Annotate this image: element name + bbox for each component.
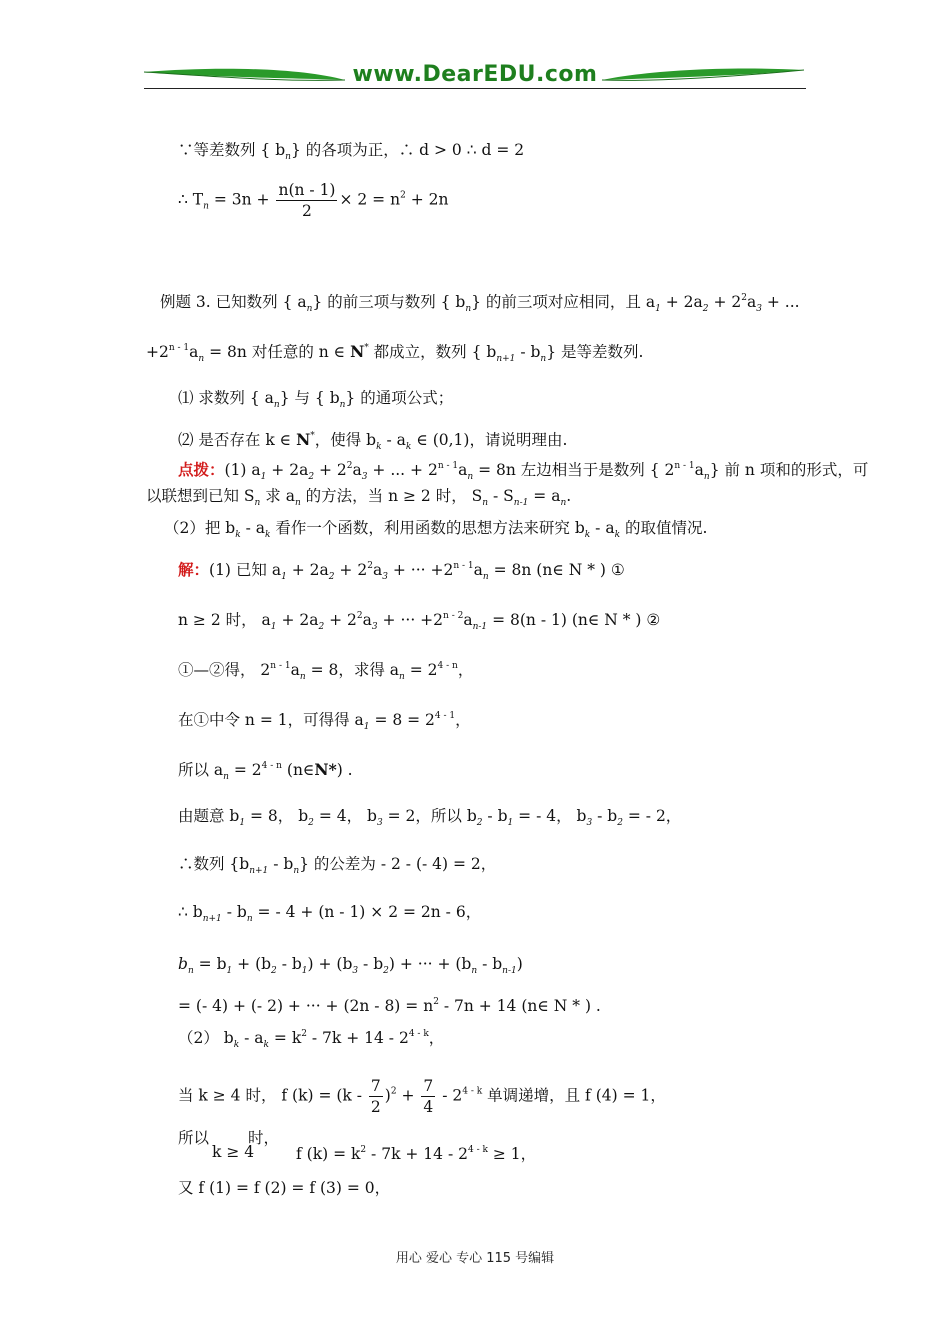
solution-line7: ∴数列 $\{b_{n+1} - b_n\}$ 的公差为 - 2 - (- 4) = 2， xyxy=(178,855,497,876)
solution-line2: n ≥ 2 时， $a_1 + 2a_2 + 2^2a_3$ + ··· $+2^{n - 2}a_{n-1} = 8(n - 1)$ (n∈ N * ) ② xyxy=(178,611,661,632)
question-2: ⑵ 是否存在 k ∈ N*，使得 $b_k - a_k$ ∈ (0,1)，请说明理由. xyxy=(178,430,568,452)
solution-line8: ∴ $b_{n+1} - b_n$ = - 4 + (n - 1) × 2 = 2n - 6， xyxy=(178,903,482,924)
line-positive-terms: ∵等差数列 { $b_n$} 的各项为正，∴ d > 0 ∴ d = 2 xyxy=(178,141,525,162)
solution-line13c: f $(k) = k^2 - 7k + 14 - 2^{4 - k} \ge 1$， xyxy=(296,1145,537,1163)
solution-line4: 在①中令 n = 1，可得得 $a_1 = 8 = 2^{4 - 1}$， xyxy=(178,711,471,732)
header-rule xyxy=(144,88,806,89)
question-1: ⑴ 求数列 { $a_n$} 与 { $b_n$} 的通项公式； xyxy=(178,389,454,410)
solution-line9: $b_n = b_1 + (b_2 - b_1) + (b_3 - b_2)$ + ··· + $(b_n - b_{n-1})$ xyxy=(178,955,523,976)
page-footer: 用心 爱心 专心 115 号编辑 xyxy=(395,1251,555,1266)
solution-line13a: 所以 时， xyxy=(178,1129,279,1147)
solution-line1: 解：(1) 已知 $a_1 + 2a_2 + 2^2a_3$ + ··· $+2^{n - 1}a_n = 8n$ (n∈ N * ) ① xyxy=(178,560,625,582)
hint-line1: 点拨：(1) $a_1 + 2a_2 + 2^2a_3$ + ... + $2^{n - 1}a_n = 8n$ 左边相当于是数列 { $2^{n - 1}a_n$} 前 n 项和的形式，可 xyxy=(178,460,869,482)
example3-statement-line2: $+2^{n - 1}a_n = 8n$ 对任意的 n ∈ N* 都成立，数列 { $b_{n+1} - b_n$} 是等差数列. xyxy=(146,342,644,364)
fraction-7-over-4: $\frac{7}{4}$ xyxy=(423,1077,434,1116)
example3-statement-line1: 例题 3. 已知数列 { $a_n$} 的前三项与数列 { $b_n$} 的前三项对应相同，且 $a_1 + 2a_2 + 2^2a_3$ + ... xyxy=(160,293,800,314)
hint-line2: 以联想到已知 $S_n$ 求 $a_n$ 的方法，当 n ≥ 2 时， $S_n - S_{n-1} = a_n$. xyxy=(146,487,572,508)
fraction-7-over-2: $\frac{7}{2}$ xyxy=(370,1077,381,1116)
solution-line6: 由题意 $b_1 = 8$， $b_2 = 4$， $b_3 = 2$，所以 $b_2 - b_1$ = - 4， $b_3 - b_2$ = - 2， xyxy=(178,807,682,828)
line-Tn-formula: ∴ $T_n = 3n$ + $\frac{n(n - 1)}{2}$ × $2 = n^2 + 2n$ xyxy=(178,181,449,220)
solution-line5: 所以 $a_n = 2^{4 - n}$ (n∈N*) . xyxy=(178,760,353,782)
hint-line3: （2）把 $b_k - a_k$ 看作一个函数，利用函数的思想方法来研究 $b_k - a_k$ 的取值情况. xyxy=(164,519,708,540)
solution-line3: ①—②得， $2^{n - 1}a_n = 8$，求得 $a_n = 2^{4 - n}$， xyxy=(178,661,474,682)
solution-line12: 当 k ≥ 4 时， f (k) = (k - $\frac{7}{2}$ )$^2$ + $\frac{7}{4}$ - 2$^{4 - k}$ 单调递增，且 f (4) = 1， xyxy=(178,1077,666,1116)
solution-line11: （2） $b_k - a_k = k^2 - 7k + 14 - 2^{4 - k}$， xyxy=(178,1029,445,1050)
solution-label: 解： xyxy=(178,560,210,579)
solution-line14: 又 f (1) = f (2) = f (3) = 0， xyxy=(178,1179,391,1197)
fraction-n-n-minus-1-over-2: $\frac{n(n - 1)}{2}$ xyxy=(278,181,336,220)
solution-line13b: k ≥ 4 xyxy=(212,1143,255,1161)
hint-label: 点拨： xyxy=(178,460,225,479)
solution-line10: = (- 4) + (- 2) + ··· + $(2n - 8) = n^2 - 7n + 14$ (n∈ N * ) . xyxy=(178,997,601,1015)
site-logo-text: www.DearEDU.com xyxy=(352,62,598,87)
